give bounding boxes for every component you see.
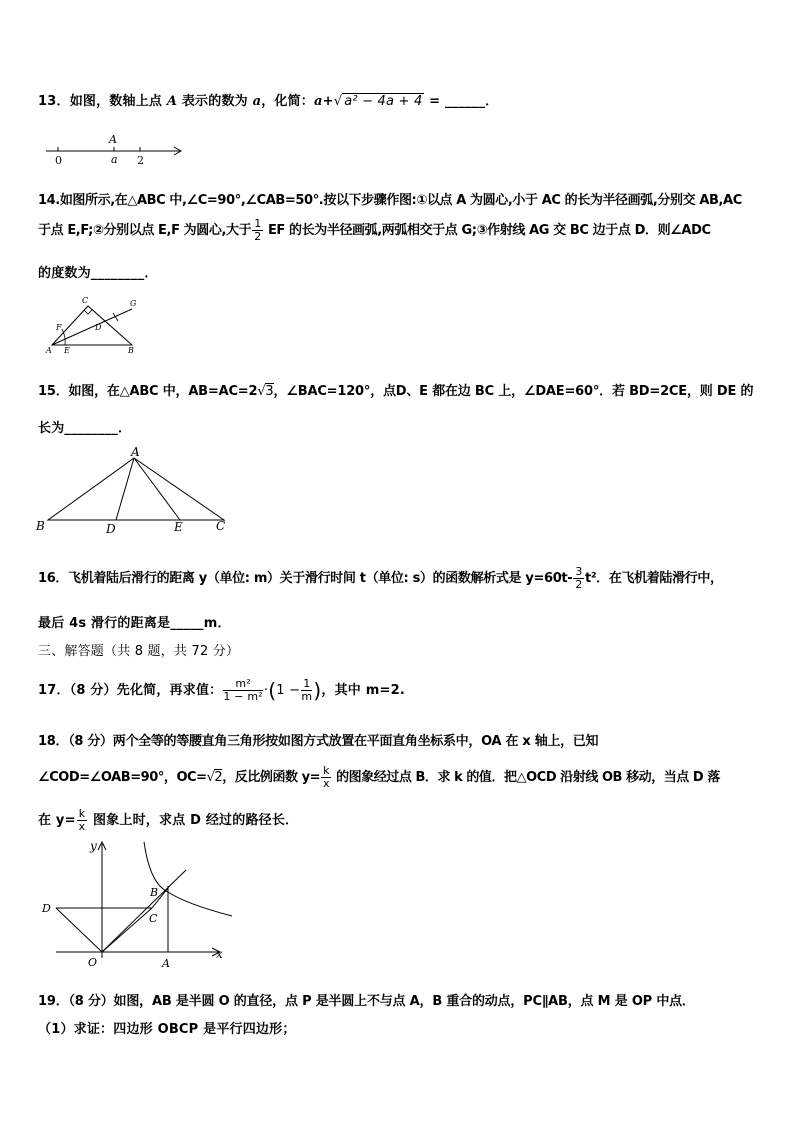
fig14-C: C [82,296,89,305]
fig15-A: A [131,445,140,459]
fig15-B: B [36,519,45,533]
q14-figure [40,293,150,355]
q18-line3: 在 y= $\frac{k}{x}$ 图象上时，求点 D 经过的路径长． [38,807,299,833]
q15-line1: 15．如图，在△ABC 中，AB=AC=2√3，∠BAC=120°，点D、E 都在边 BC 上，∠DAE=60°．若 BD=2CE，则 DE 的 [38,384,754,399]
label-2: 2 [137,154,144,167]
fig18-B: B [150,886,159,899]
sqrt-sign: √ [333,94,343,109]
fig18-A: A [162,957,170,970]
fig15-E: E [174,520,183,534]
fig14-E: E [64,346,70,355]
q18-line1: 18．（8 分）两个全等的等腰直角三角形按如图方式放置在平面直角坐标系中，OA 在 x 轴上，已知 [38,734,599,749]
q14-line3: 的度数为________． [38,266,158,281]
q17-text: 17．（8 分）先化简，再求值： $\frac{\text{m²}}{\text{1 − m²}}$ ·(1 − $\frac{1}{m}$ )，其中 m=2. [38,677,405,703]
fig18-C: C [149,912,158,925]
q17-fraction-2: $\frac{1}{m}$ [301,677,313,703]
fraction-k-over-x: $\frac{k}{x}$ [323,764,330,790]
fig14-G: G [130,299,137,308]
q14-line2: 于点 E,F;②分别以点 E,F 为圆心,大于 $\frac{1}{2}$ EF 的长为半径画弧,两弧相交于点 G;③作射线 AG 交 BC 边于点 D．则∠ADC [38,217,711,243]
q19-line1: 19．（8 分）如图，AB 是半圆 O 的直径，点 P 是半圆上不与点 A，B 重合的动点，PC∥AB，点 M 是 OP 中点． [38,994,695,1009]
fig14-A: A [46,346,52,355]
q16-line2: 最后 4s 滑行的距离是_____m． [38,616,231,631]
label-a: a [111,153,118,166]
q14-line1: 14.如图所示,在△ABC 中,∠C=90°,∠CAB=50°.按以下步骤作图:①以点 A 为圆心,小于 AC 的长为半径画弧,分别交 AB,AC [38,193,742,208]
q18-line2: ∠COD=∠OAB=90°，OC=√2，反比例函数 y= $\frac{k}{x}$ 的图象经过点 B．求 k 的值．把△OCD 沿射线 OB 移动，当点 D 落 [38,764,720,790]
fig18-x: x [216,947,223,961]
q17-fraction-1: $\frac{\text{m²}}{\text{1 − m²}}$ [223,677,263,703]
q13-text: 13．如图，数轴上点 A 表示的数为 a，化简：a+√ a² − 4a + 4 = ______． [38,94,499,109]
radicand: a² − 4a + 4 [344,94,423,109]
label-A: A [109,133,117,146]
q18-figure [36,836,236,972]
fig14-F: F [56,323,62,332]
fraction-three-halves: $\frac{3}{2}$ [575,565,582,591]
q16-line1: 16．飞机着陆后滑行的距离 y（单位: m）关于滑行时间 t（单位: s）的函数解析式是 y=60t- $\frac{3}{2}$ t²．在飞机着陆滑行中， [38,565,723,591]
q19-line2: （1）求证：四边形 OBCP 是平行四边形； [38,1022,296,1037]
fraction-k-over-x-2: $\frac{k}{x}$ [78,807,86,833]
fig18-O: O [88,956,98,969]
q15-line2: 长为________． [38,421,132,436]
fig18-D: D [42,902,51,915]
q13-number-line [40,130,190,170]
fig14-D: D [95,323,102,332]
section-title: 三、解答题（共 8 题，共 72 分） [38,644,240,659]
q15-figure [34,444,234,536]
fig18-y: y [90,839,97,853]
fig14-B: B [128,346,134,355]
fraction-half: $\frac{1}{2}$ [254,217,261,243]
fig15-C: C [216,519,226,533]
fig15-D: D [106,522,116,536]
label-0: 0 [55,154,62,167]
